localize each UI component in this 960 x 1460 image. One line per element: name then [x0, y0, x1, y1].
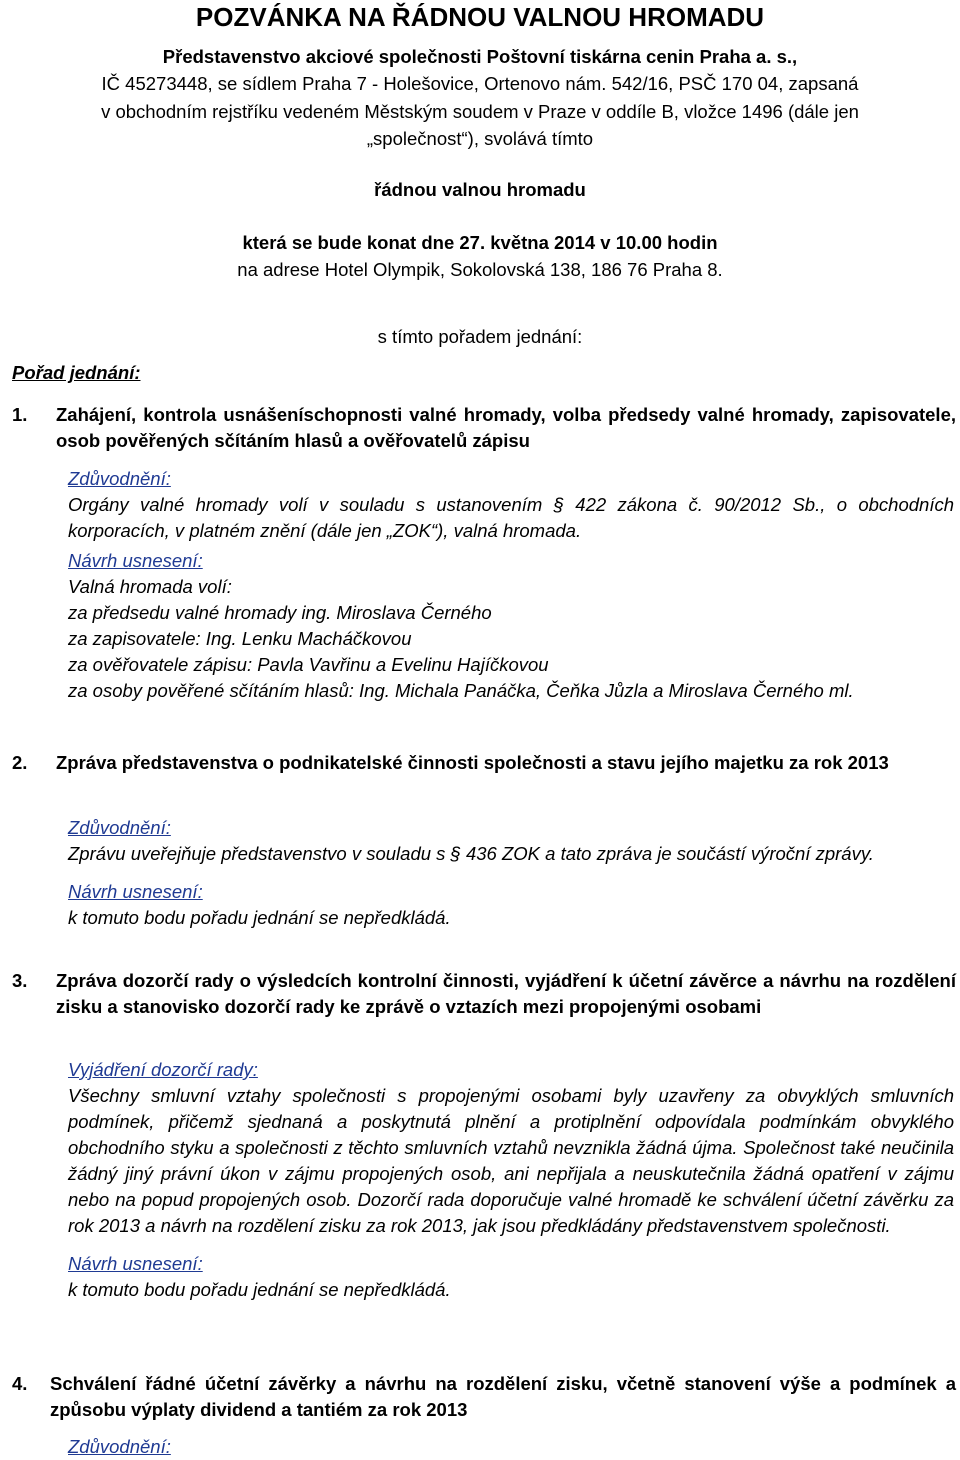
intro-line-3: v obchodním rejstříku vedeném Městským soudem v Praze v oddíle B, vložce 1496 (dále jen	[101, 101, 859, 122]
meeting-address: na adrese Hotel Olympik, Sokolovská 138, 186 76 Praha 8.	[237, 259, 723, 280]
item-heading: Zahájení, kontrola usnášeníschopnosti valné hromady, volba předsedy valné hromady, zapisovatele, osob pověřených sčítáním hlasů a ověřovatelů zápisu	[56, 404, 956, 451]
proposal-line: za předsedu valné hromady ing. Miroslava Černého	[68, 602, 492, 623]
agenda-intro: s tímto pořadem jednání:	[377, 326, 583, 347]
item-heading: Zpráva dozorčí rady o výsledcích kontrolní činnosti, vyjádření k účetní závěrce a návrhu na rozdělení zisku a stanovisko dozorčí rady ke zprávě o vztazích mezi propojenými osobami	[56, 970, 956, 1017]
proposal-line: za zapisovatele: Ing. Lenku Macháčkovou	[68, 628, 412, 649]
reason-text: Zprávu uveřejňuje představenstvo v souladu s § 436 ZOK a tato zpráva je součástí výroční zprávy.	[68, 843, 874, 864]
proposal-label: Návrh usnesení:	[68, 881, 203, 902]
item-number: 1.	[12, 404, 28, 425]
item-heading: Schválení řádné účetní závěrky a návrhu na rozdělení zisku, včetně stanovení výše a podmínek a způsobu výplaty dividend a tantiém za rok 2013	[50, 1373, 956, 1420]
item-number: 2.	[12, 752, 28, 773]
proposal-line: Valná hromada volí:	[68, 576, 232, 597]
reason-label: Zdůvodnění:	[68, 1436, 171, 1457]
agenda-label: Pořad jednání:	[12, 362, 141, 383]
proposal-text: k tomuto bodu pořadu jednání se nepředkládá.	[68, 907, 451, 928]
reason-label: Zdůvodnění:	[68, 817, 171, 838]
reason-text: Orgány valné hromady volí v souladu s ustanovením § 422 zákona č. 90/2012 Sb., o obchodních korporacích, v platném znění (dále jen „ZOK“), valná hromada.	[68, 494, 954, 541]
proposal-line: za osoby pověřené sčítáním hlasů: Ing. Michala Panáčka, Čeňka Jůzla a Miroslava Černého ml.	[68, 680, 854, 701]
item-number: 4.	[12, 1373, 28, 1394]
proposal-text: k tomuto bodu pořadu jednání se nepředkládá.	[68, 1279, 451, 1300]
proposal-line: za ověřovatele zápisu: Pavla Vavřinu a Evelinu Hajíčkovou	[68, 654, 549, 675]
intro-line-4: „společnost“), svolává tímto	[366, 128, 594, 149]
proposal-label: Návrh usnesení:	[68, 550, 203, 571]
item-heading: Zpráva představenstva o podnikatelské činnosti společnosti a stavu jejího majetku za rok 2013	[56, 752, 889, 773]
opinion-label: Vyjádření dozorčí rady:	[68, 1059, 258, 1080]
proposal-label: Návrh usnesení:	[68, 1253, 203, 1274]
meeting-date: která se bude konat dne 27. května 2014 v 10.00 hodin	[242, 232, 718, 253]
item-number: 3.	[12, 970, 28, 991]
reason-label: Zdůvodnění:	[68, 468, 171, 489]
opinion-text: Všechny smluvní vztahy společnosti s propojenými osobami byly uzavřeny za obvyklých smluvních podmínek, přičemž sjednaná a poskytnutá plnění a protiplnění odpovídala podmínkám obvyklého obchodního styku a společnosti z těchto smluvních vztahů nevznikla žádná újma. Společnost také neučinila žádný jiný právní úkon v zájmu propojených osob, ani nepřijala a neuskutečnila žádná opatření v zájmu nebo na popud propojených osob. Dozorčí rada doporučuje valné hromadě ke schválení účetní závěrku za rok 2013 a návrh na rozdělení zisku za rok 2013, jak jsou předkládány představenstvem společnosti.	[68, 1085, 954, 1236]
intro-line-2: IČ 45273448, se sídlem Praha 7 - Holešovice, Ortenovo nám. 542/16, PSČ 170 04, zapsaná	[101, 73, 859, 94]
intro-line-1: Představenstvo akciové společnosti Poštovní tiskárna cenin Praha a. s.,	[162, 46, 798, 67]
page-title: POZVÁNKA NA ŘÁDNOU VALNOU HROMADU	[195, 2, 765, 32]
meeting-heading: řádnou valnou hromadu	[374, 179, 586, 200]
